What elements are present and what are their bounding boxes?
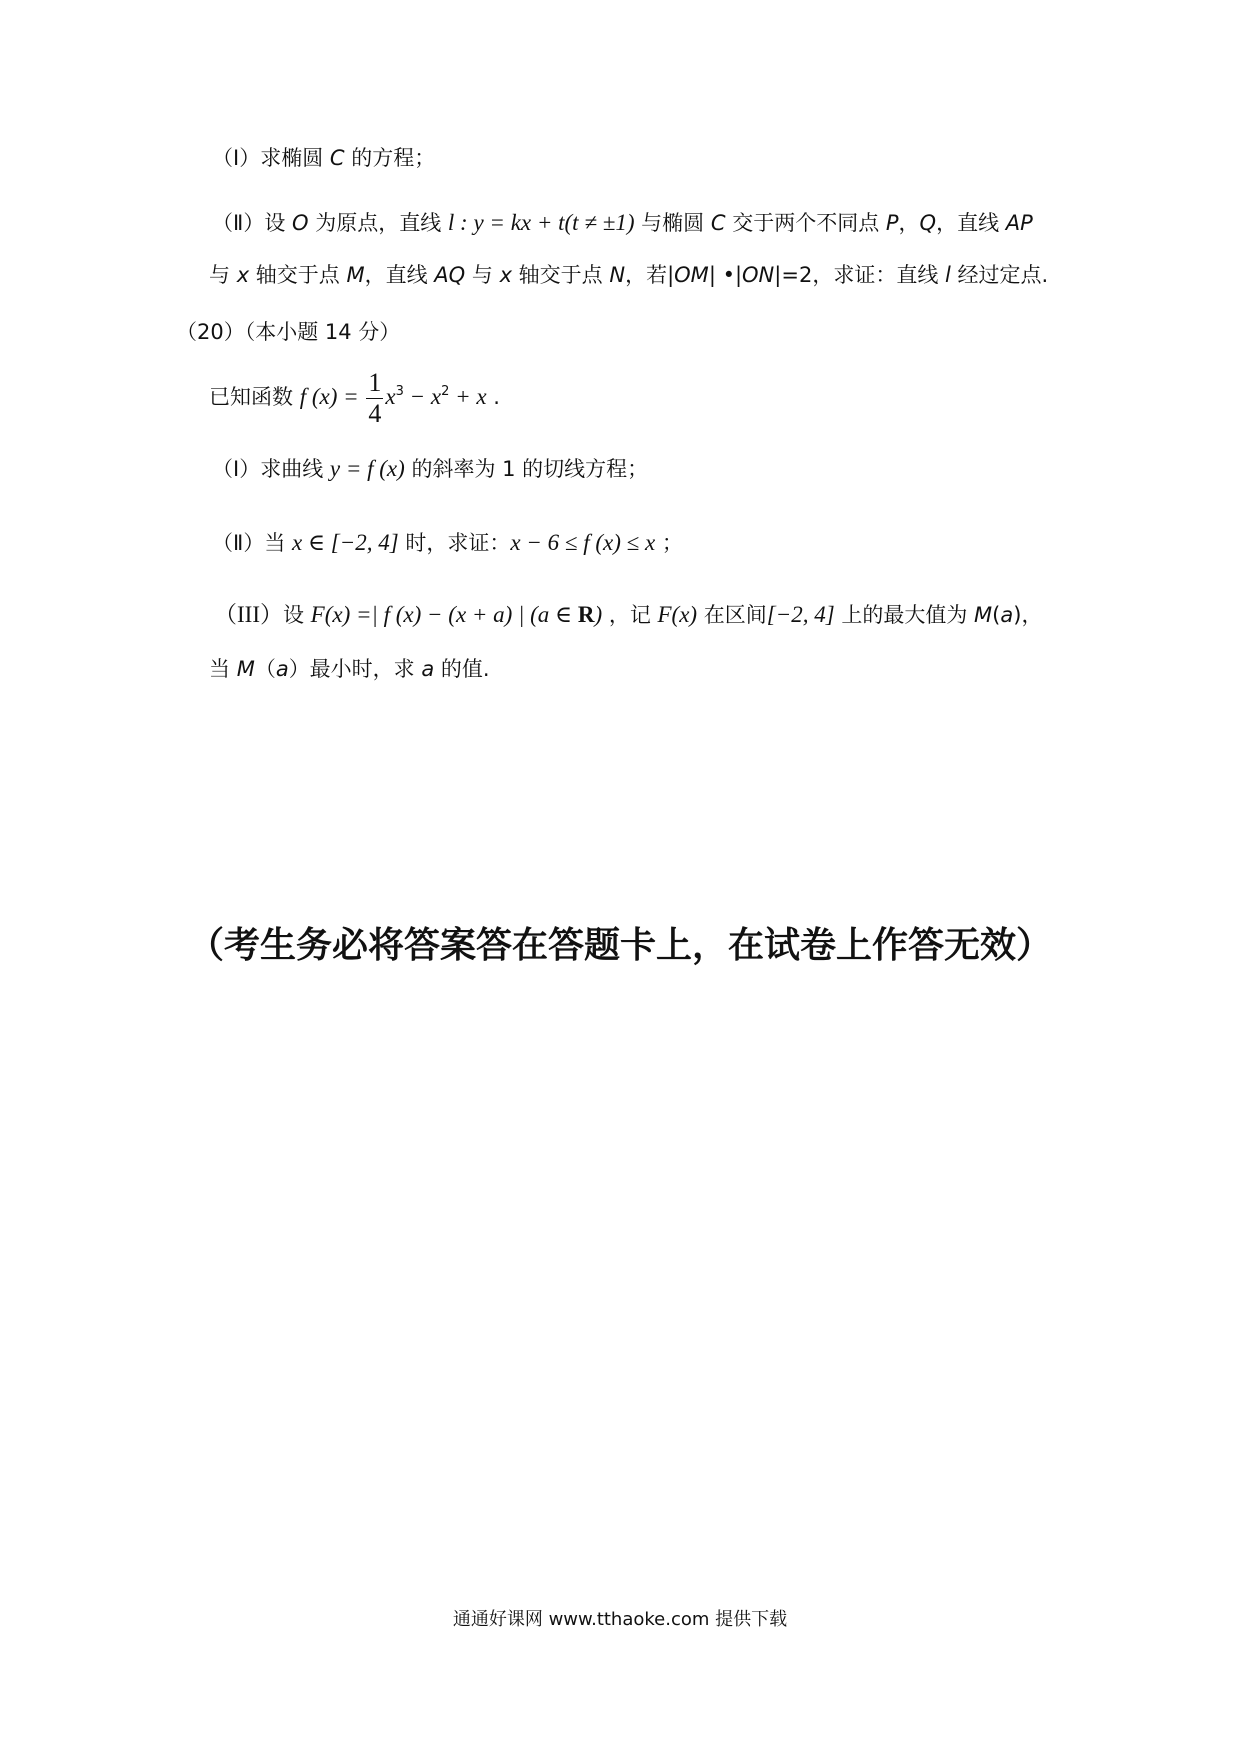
q19-part1: （Ⅰ）求椭圆 C 的方程； [212,146,436,170]
var-c: C [329,146,345,170]
exam-notice: （考生务必将答案答在答题卡上，在试卷上作答无效） [187,925,1052,966]
fraction: $\frac{1}{4}$ [368,367,382,428]
q19-part2-line2: 与 x 轴交于点 M，直线 AQ 与 x 轴交于点 N，若|OM| •|ON|=2，求证：直线 l 经过定点. [209,263,1049,287]
part-label: （Ⅱ） [212,211,265,235]
q20-intro: 已知函数 f (x) = $\frac{1}{4}$ $x^3 - x^2 + x$ . [209,367,500,428]
q20-part1: （Ⅰ）求曲线 y = f (x) 的斜率为 1 的切线方程； [212,456,649,481]
part-label: （III） [214,602,283,627]
footer-credit: 通通好课网 www.tthaoke.com 提供下载 [452,1609,788,1630]
q20-part2: （Ⅱ）当 x ∈ [−2, 4] 时，求证：x − 6 ≤ f (x) ≤ x ； [212,530,683,555]
q19-part2-line1: （Ⅱ）设 O 为原点，直线 l : y = kx + t(t ≠ ±1) 与椭圆 C 交于两个不同点 P，Q，直线 AP [212,210,1033,235]
line-formula: l : y = kx + t(t ≠ ±1) [447,210,635,235]
part-label: （Ⅰ） [212,146,261,170]
part-label: （Ⅱ） [212,531,265,555]
q20-part3-line2: 当 M（a）最小时，求 a 的值. [209,657,490,681]
q20-header: （20）（本小题 14 分） [176,320,401,344]
q20-part3-line1: （III）设 F(x) =| f (x) − (x + a) | (a ∈ R) ，记 F(x) 在区间[−2, 4] 上的最大值为 M(a)， [214,602,1043,627]
part-label: （Ⅰ） [212,457,261,481]
